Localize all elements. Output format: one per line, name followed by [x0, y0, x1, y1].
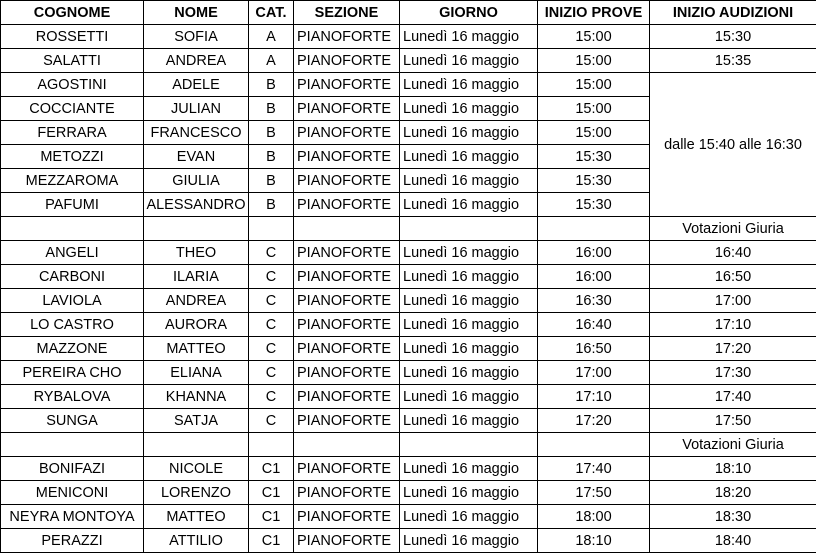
cell-cognome: PAFUMI — [1, 193, 144, 217]
cell-prove: 16:00 — [538, 265, 650, 289]
header-nome: NOME — [144, 1, 249, 25]
empty-cell — [144, 433, 249, 457]
cell-prove: 17:20 — [538, 409, 650, 433]
cell-cat: B — [249, 121, 294, 145]
cell-cognome: MENICONI — [1, 481, 144, 505]
empty-cell — [400, 433, 538, 457]
cell-cognome: ANGELI — [1, 241, 144, 265]
votazioni-row — [1, 433, 816, 457]
header-cat: CAT. — [249, 1, 294, 25]
cell-giorno: Lunedì 16 maggio — [400, 457, 538, 481]
cell-prove: 16:40 — [538, 313, 650, 337]
empty-cell — [144, 217, 249, 241]
table-row — [1, 481, 816, 505]
cell-cognome: LO CASTRO — [1, 313, 144, 337]
empty-cell — [538, 217, 650, 241]
cell-prove: 15:00 — [538, 49, 650, 73]
cell-prove: 18:10 — [538, 529, 650, 553]
cell-nome: MATTEO — [144, 337, 249, 361]
cell-cat: C — [249, 337, 294, 361]
cell-cat: B — [249, 193, 294, 217]
cell-prove: 17:40 — [538, 457, 650, 481]
cell-giorno: Lunedì 16 maggio — [400, 361, 538, 385]
cell-cognome: AGOSTINI — [1, 73, 144, 97]
cell-nome: SOFIA — [144, 25, 249, 49]
cell-giorno: Lunedì 16 maggio — [400, 121, 538, 145]
cell-audizione: 17:50 — [650, 409, 816, 433]
votazioni-row — [1, 217, 816, 241]
cell-sezione: PIANOFORTE — [294, 361, 400, 385]
votazioni-label: Votazioni Giuria — [650, 217, 816, 241]
cell-giorno: Lunedì 16 maggio — [400, 49, 538, 73]
cell-nome: THEO — [144, 241, 249, 265]
cell-audizione: 17:20 — [650, 337, 816, 361]
cell-sezione: PIANOFORTE — [294, 241, 400, 265]
cell-cognome: MEZZAROMA — [1, 169, 144, 193]
empty-cell — [538, 433, 650, 457]
cell-audizione: 17:00 — [650, 289, 816, 313]
cell-sezione: PIANOFORTE — [294, 169, 400, 193]
cell-giorno: Lunedì 16 maggio — [400, 409, 538, 433]
cell-cat: A — [249, 49, 294, 73]
cell-cat: C1 — [249, 529, 294, 553]
cell-cognome: PERAZZI — [1, 529, 144, 553]
empty-cell — [400, 217, 538, 241]
cell-cat: C1 — [249, 481, 294, 505]
cell-giorno: Lunedì 16 maggio — [400, 145, 538, 169]
cell-cat: C1 — [249, 505, 294, 529]
cell-nome: ATTILIO — [144, 529, 249, 553]
cell-sezione: PIANOFORTE — [294, 481, 400, 505]
cell-nome: ANDREA — [144, 49, 249, 73]
cell-audizione: 18:20 — [650, 481, 816, 505]
cell-nome: ELIANA — [144, 361, 249, 385]
cell-cognome: ROSSETTI — [1, 25, 144, 49]
cell-audizione: 18:40 — [650, 529, 816, 553]
cell-prove: 17:50 — [538, 481, 650, 505]
cell-prove: 15:30 — [538, 145, 650, 169]
cell-sezione: PIANOFORTE — [294, 265, 400, 289]
table-row — [1, 265, 816, 289]
cell-prove: 16:00 — [538, 241, 650, 265]
cell-giorno: Lunedì 16 maggio — [400, 25, 538, 49]
cell-nome: ANDREA — [144, 289, 249, 313]
cell-prove: 15:00 — [538, 25, 650, 49]
cell-audizione: 17:40 — [650, 385, 816, 409]
cell-audizione: 18:30 — [650, 505, 816, 529]
cell-nome: JULIAN — [144, 97, 249, 121]
cell-giorno: Lunedì 16 maggio — [400, 289, 538, 313]
table-row — [1, 385, 816, 409]
cell-cognome: COCCIANTE — [1, 97, 144, 121]
table-row — [1, 49, 816, 73]
cell-nome: ADELE — [144, 73, 249, 97]
cell-cat: B — [249, 145, 294, 169]
cell-sezione: PIANOFORTE — [294, 289, 400, 313]
cell-cognome: NEYRA MONTOYA — [1, 505, 144, 529]
table-row — [1, 337, 816, 361]
cell-sezione: PIANOFORTE — [294, 385, 400, 409]
cell-sezione: PIANOFORTE — [294, 457, 400, 481]
cell-audizione: 15:35 — [650, 49, 816, 73]
cell-prove: 15:00 — [538, 73, 650, 97]
header-sezione: SEZIONE — [294, 1, 400, 25]
cell-cognome: PEREIRA CHO — [1, 361, 144, 385]
empty-cell — [249, 433, 294, 457]
cell-cognome: LAVIOLA — [1, 289, 144, 313]
table-row — [1, 73, 816, 97]
cell-cat: C1 — [249, 457, 294, 481]
cell-sezione: PIANOFORTE — [294, 409, 400, 433]
cell-nome: ALESSANDRO — [144, 193, 249, 217]
cell-prove: 15:30 — [538, 193, 650, 217]
cell-prove: 16:50 — [538, 337, 650, 361]
cell-cat: B — [249, 97, 294, 121]
cell-giorno: Lunedì 16 maggio — [400, 241, 538, 265]
cell-cat: B — [249, 169, 294, 193]
empty-cell — [294, 217, 400, 241]
cell-giorno: Lunedì 16 maggio — [400, 529, 538, 553]
cell-cat: C — [249, 289, 294, 313]
cell-prove: 17:00 — [538, 361, 650, 385]
table-row — [1, 313, 816, 337]
cell-giorno: Lunedì 16 maggio — [400, 97, 538, 121]
cell-cat: C — [249, 265, 294, 289]
cell-prove: 16:30 — [538, 289, 650, 313]
table-row — [1, 505, 816, 529]
cell-giorno: Lunedì 16 maggio — [400, 73, 538, 97]
cell-sezione: PIANOFORTE — [294, 49, 400, 73]
cell-nome: SATJA — [144, 409, 249, 433]
cell-prove: 17:10 — [538, 385, 650, 409]
cell-sezione: PIANOFORTE — [294, 121, 400, 145]
cell-cognome: BONIFAZI — [1, 457, 144, 481]
cell-nome: KHANNA — [144, 385, 249, 409]
cell-audizione: 15:30 — [650, 25, 816, 49]
empty-cell — [1, 217, 144, 241]
cell-giorno: Lunedì 16 maggio — [400, 481, 538, 505]
cell-audizione-group-b: dalle 15:40 alle 16:30 — [650, 73, 816, 217]
cell-cat: A — [249, 25, 294, 49]
cell-nome: AURORA — [144, 313, 249, 337]
cell-giorno: Lunedì 16 maggio — [400, 265, 538, 289]
cell-cat: C — [249, 361, 294, 385]
cell-cognome: SALATTI — [1, 49, 144, 73]
cell-sezione: PIANOFORTE — [294, 73, 400, 97]
cell-prove: 18:00 — [538, 505, 650, 529]
cell-sezione: PIANOFORTE — [294, 97, 400, 121]
cell-giorno: Lunedì 16 maggio — [400, 337, 538, 361]
cell-giorno: Lunedì 16 maggio — [400, 313, 538, 337]
cell-nome: GIULIA — [144, 169, 249, 193]
cell-cognome: FERRARA — [1, 121, 144, 145]
cell-nome: ILARIA — [144, 265, 249, 289]
empty-cell — [1, 433, 144, 457]
cell-audizione: 17:30 — [650, 361, 816, 385]
votazioni-label: Votazioni Giuria — [650, 433, 816, 457]
cell-cognome: MAZZONE — [1, 337, 144, 361]
cell-giorno: Lunedì 16 maggio — [400, 505, 538, 529]
cell-cognome: SUNGA — [1, 409, 144, 433]
cell-sezione: PIANOFORTE — [294, 25, 400, 49]
cell-audizione: 16:50 — [650, 265, 816, 289]
cell-giorno: Lunedì 16 maggio — [400, 193, 538, 217]
cell-prove: 15:30 — [538, 169, 650, 193]
cell-cat: C — [249, 385, 294, 409]
cell-sezione: PIANOFORTE — [294, 337, 400, 361]
cell-cognome: CARBONI — [1, 265, 144, 289]
empty-cell — [294, 433, 400, 457]
cell-sezione: PIANOFORTE — [294, 529, 400, 553]
table-row — [1, 409, 816, 433]
table-row — [1, 361, 816, 385]
cell-nome: EVAN — [144, 145, 249, 169]
cell-sezione: PIANOFORTE — [294, 505, 400, 529]
table-row — [1, 529, 816, 553]
header-row — [1, 1, 816, 25]
cell-giorno: Lunedì 16 maggio — [400, 169, 538, 193]
cell-cognome: METOZZI — [1, 145, 144, 169]
header-inizio-audizioni: INIZIO AUDIZIONI — [650, 1, 816, 25]
cell-audizione: 17:10 — [650, 313, 816, 337]
cell-sezione: PIANOFORTE — [294, 313, 400, 337]
cell-cat: B — [249, 73, 294, 97]
header-cognome: COGNOME — [1, 1, 144, 25]
table-row — [1, 25, 816, 49]
empty-cell — [249, 217, 294, 241]
cell-nome: NICOLE — [144, 457, 249, 481]
cell-cat: C — [249, 409, 294, 433]
cell-giorno: Lunedì 16 maggio — [400, 385, 538, 409]
cell-nome: MATTEO — [144, 505, 249, 529]
cell-nome: FRANCESCO — [144, 121, 249, 145]
table-row — [1, 289, 816, 313]
header-giorno: GIORNO — [400, 1, 538, 25]
cell-cat: C — [249, 313, 294, 337]
header-inizio-prove: INIZIO PROVE — [538, 1, 650, 25]
cell-audizione: 16:40 — [650, 241, 816, 265]
cell-audizione: 18:10 — [650, 457, 816, 481]
cell-cat: C — [249, 241, 294, 265]
cell-prove: 15:00 — [538, 97, 650, 121]
cell-sezione: PIANOFORTE — [294, 193, 400, 217]
cell-prove: 15:00 — [538, 121, 650, 145]
cell-nome: LORENZO — [144, 481, 249, 505]
table-row — [1, 457, 816, 481]
cell-cognome: RYBALOVA — [1, 385, 144, 409]
table-row — [1, 241, 816, 265]
cell-sezione: PIANOFORTE — [294, 145, 400, 169]
